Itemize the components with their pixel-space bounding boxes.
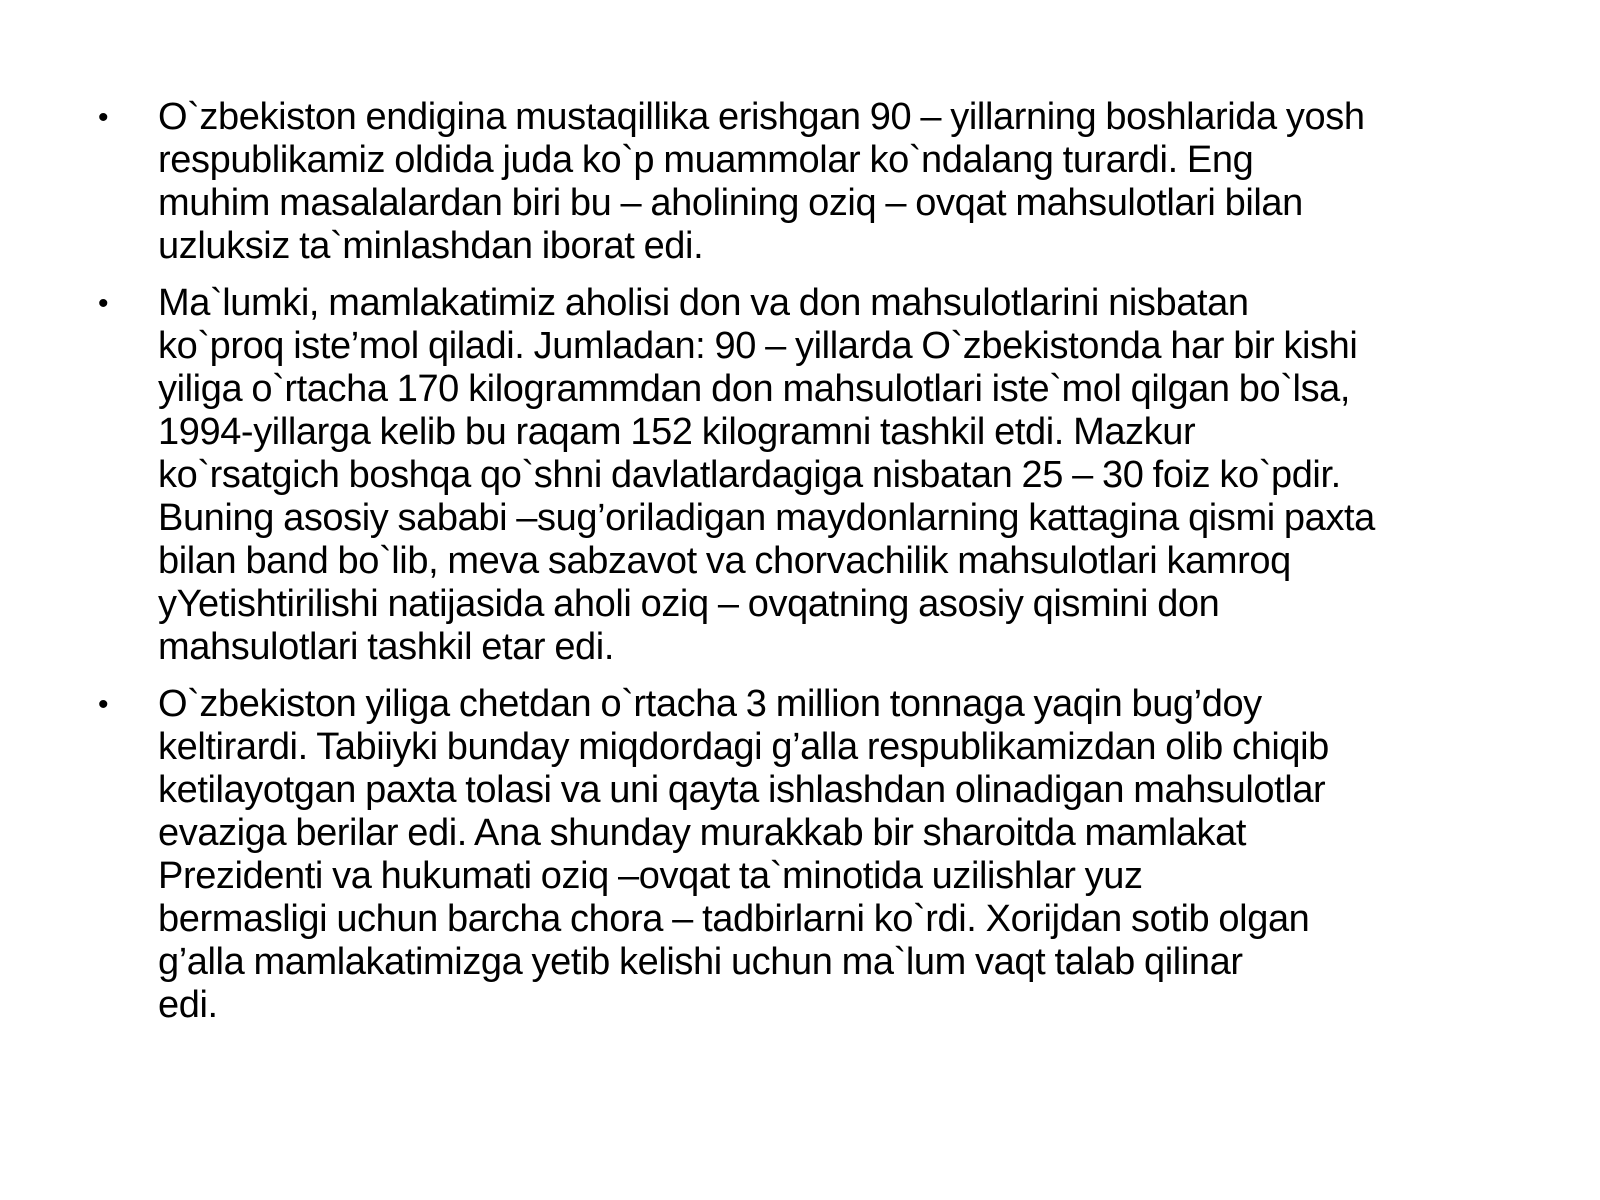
text-line: muhim masalalardan biri bu – aholining oziq – ovqat mahsulotlari bilan — [158, 182, 1303, 224]
text-line: ketilayotgan paxta tolasi va uni qayta ishlashdan olinadigan mahsulotlar — [158, 769, 1326, 811]
text-line: ko`proq iste’mol qiladi. Jumladan: 90 – yillarda O`zbekistonda har bir kishi — [158, 325, 1358, 367]
text-line: 1994-yillarga kelib bu raqam 152 kilogramni tashkil etdi. Mazkur — [158, 411, 1196, 453]
text-line: edi. — [158, 984, 218, 1026]
text-line: yYetishtirilishi natijasida aholi oziq – ovqatning asosiy qismini don — [158, 583, 1220, 625]
text-line: g’alla mamlakatimizga yetib kelishi uchun ma`lum vaqt talab qilinar — [158, 941, 1243, 983]
text-line: respublikamiz oldida juda ko`p muammolar ko`ndalang turardi. Eng — [158, 139, 1254, 181]
bullet-item-2 — [88, 282, 1518, 669]
bullet-item-1 — [88, 96, 1518, 268]
bullet-dot-icon: • — [98, 287, 109, 320]
text-line: bilan band bo`lib, meva sabzavot va chorvachilik mahsulotlari kamroq — [158, 540, 1291, 582]
text-line: Prezidenti va hukumati oziq –ovqat ta`minotida uzilishlar yuz — [158, 855, 1143, 897]
bullet-dot-icon: • — [98, 688, 109, 721]
text-line: uzluksiz ta`minlashdan iborat edi. — [158, 225, 704, 267]
text-line: ko`rsatgich boshqa qo`shni davlatlardagiga nisbatan 25 – 30 foiz ko`pdir. — [158, 454, 1341, 496]
bullet-list — [88, 96, 1518, 1041]
text-line: bermasligi uchun barcha chora – tadbirlarni ko`rdi. Xorijdan sotib olgan — [158, 898, 1310, 940]
text-line: O`zbekiston endigina mustaqillika erishgan 90 – yillarning boshlarida yosh — [158, 96, 1365, 138]
text-line: mahsulotlari tashkil etar edi. — [158, 626, 614, 668]
bullet-dot-icon: • — [98, 101, 109, 134]
text-line: O`zbekiston yiliga chetdan o`rtacha 3 million tonnaga yaqin bug’doy — [158, 683, 1262, 725]
text-line: yiliga o`rtacha 170 kilogrammdan don mahsulotlari iste`mol qilgan bo`lsa, — [158, 368, 1351, 410]
bullet-item-3 — [88, 683, 1518, 1027]
text-line: keltirardi. Tabiiyki bunday miqdordagi g’alla respublikamizdan olib chiqib — [158, 726, 1329, 768]
text-line: Ma`lumki, mamlakatimiz aholisi don va don mahsulotlarini nisbatan — [158, 282, 1249, 324]
text-line: Buning asosiy sababi –sug’oriladigan maydonlarning kattagina qismi paxta — [158, 497, 1375, 539]
text-line: evaziga berilar edi. Ana shunday murakkab bir sharoitda mamlakat — [158, 812, 1246, 854]
